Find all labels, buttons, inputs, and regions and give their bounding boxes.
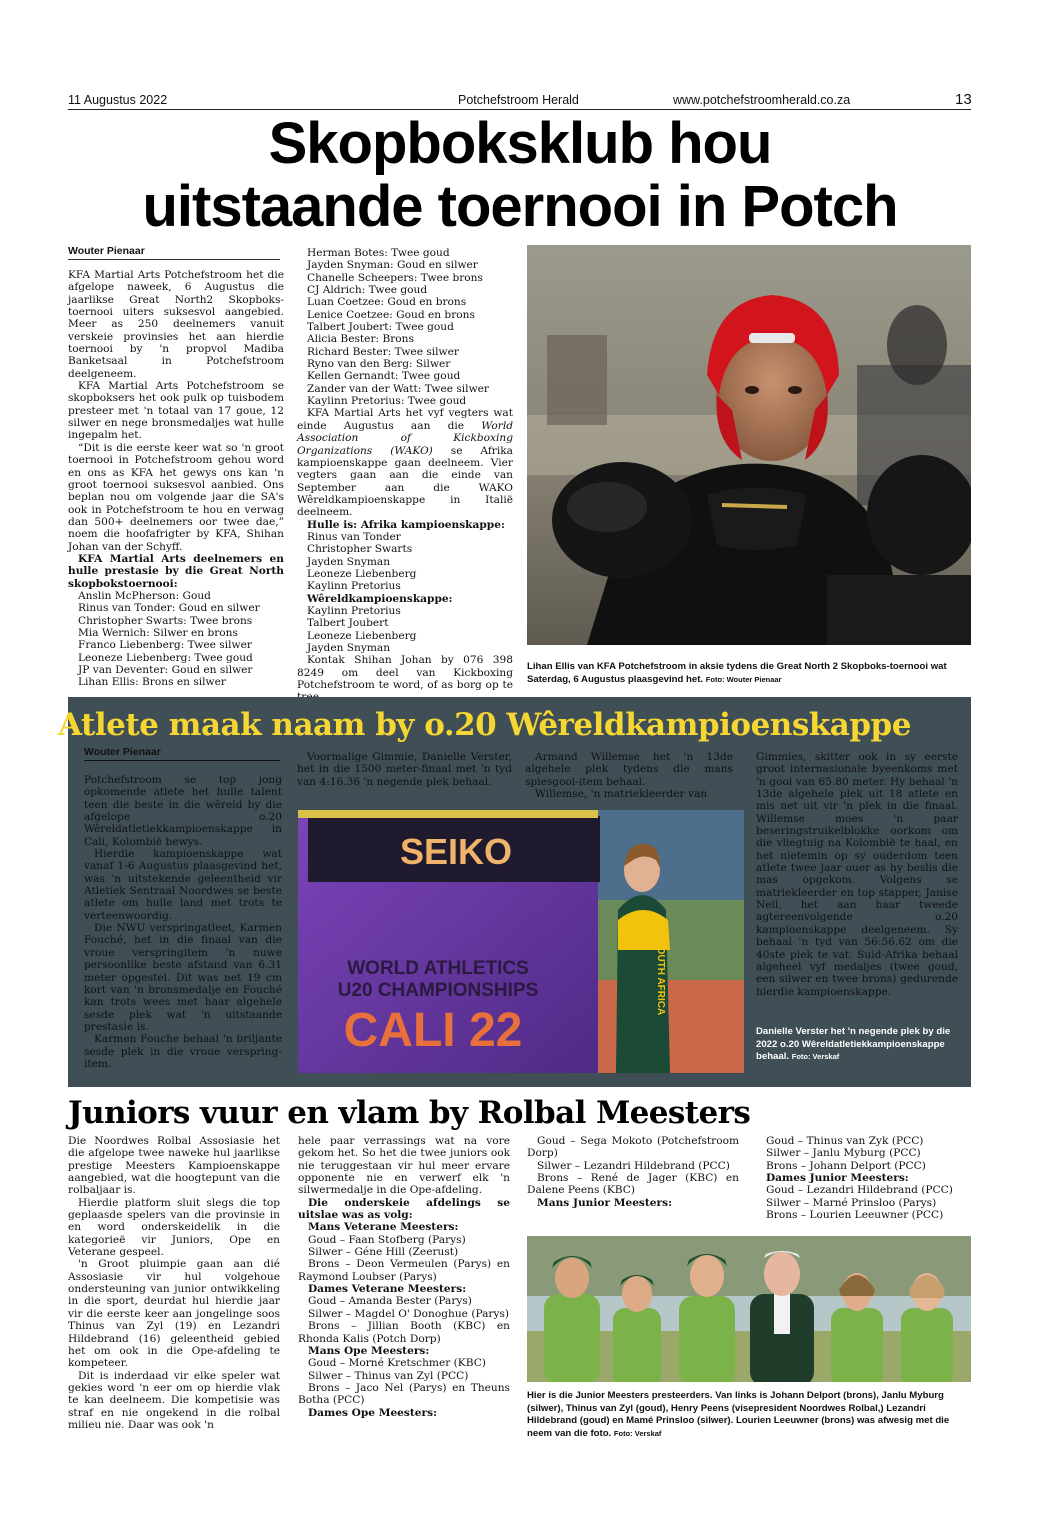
result-line: Brons – Jillian Booth (KBC) en Rhonda Kalis (Potch Dorp) [298,1320,510,1345]
paragraph: Willemse, 'n matriekleerder van [535,788,708,801]
paragraph: Dit is inderdaad vir elke speler wat gekies word 'n eer om op hierdie vlak te kan deelneem. Die kompetisie was straf en nie ongekend in die rolbal milieu nie. Daar was ook 'n [68,1369,280,1431]
contact-paragraph: Kontak Shihan Johan by 076 398 8249 om deel van Kickboxing Potchefstroom te word, of as borg op te [297,654,513,692]
list-item: Jayden Snyman [307,555,391,568]
athlete-caption: Danielle Verster het 'n negende plek by die 2022 o.20 Wêreldatletiekkampioenskappe behaal. Foto: Verskaf [756,1026,951,1062]
list-item: Kaylinn Pretorius [307,604,401,617]
africa-heading: Hulle is: Afrika kampioenskappe: [307,518,505,531]
result-line: Silwer – Lezandri Hildebrand (PCC) [537,1159,730,1172]
list-item: Leoneze Liebenberg [307,629,417,642]
list-item: Chanelle Scheepers: Twee brons [307,271,483,284]
result-line: Brons – Lourien Leeuwner (PCC) [766,1209,944,1222]
article1-headline [60,112,980,238]
list-item: Lenice Coetzee: Goud en brons [307,308,475,321]
article3-column-2 [298,1135,510,1419]
result-line: Goud – Amanda Bester (Parys) [308,1295,472,1308]
article2-byline: Wouter Pienaar [84,746,280,761]
article3-column-1 [68,1135,280,1431]
list-item: Christopher Swarts [307,543,413,556]
article1-column-2 [297,247,513,704]
list-item: Rinus van Tonder [307,530,401,543]
result-line: Goud – Sega Mokoto (Potchefstroom Dorp) [527,1135,739,1160]
paragraph: hele paar verrassings wat na vore gekom het. So het die twee juniors ook nie teruggestaan vir hul meer ervare opponente nie en verwerf elk 'n silwermedalje in die Ope-afdeling. [298,1135,510,1197]
list-item: Talbert Joubert [307,617,389,630]
list-item: JP van Deventer: Goud en silwer [78,664,253,676]
list-item: Kellen Gernandt: Twee goud [307,370,461,383]
list-item: Jayden Snyman [307,642,391,654]
category-heading: Dames Ope Meesters: [308,1406,437,1419]
kickboxing-caption: Lihan Ellis van KFA Potchefstroom in aksie tydens die Great North 2 Skopboks-toernooi wat Saterdag, 6 Augustus plaasgevind het. Foto: Wouter Pienaar [527,661,947,685]
list-item: Ryno van den Berg: Silwer [307,358,451,371]
article1-byline: Wouter Pienaar [68,245,280,260]
list-item: Kaylinn Pretorius [307,580,401,593]
list-item: Lihan Ellis: Brons en silwer [78,676,226,689]
paragraph: Hierdie kampioenskappe wat vanaf 1-6 Augustus plaasgevind het, was 'n uitstekende geleentheid vir Atletiek Sentraal Noordwes se beste atlete om hulle land met trots te verteenwoordig. [84,848,282,922]
category-heading: Dames Junior Meesters: [766,1172,909,1185]
bowls-team-illustration [527,1236,971,1382]
result-line: Brons – René de Jager (KBC) en Dalene Peens (KBC) [527,1172,739,1197]
list-item: Mia Wernich: Silwer en brons [78,626,238,639]
paragraph: KFA Martial Arts Potchefstroom se skopboksers het ook pulk op tuisbodem presteer met 'n totaal van 17 goue, 12 silwer en nege bronsmedaljes wat hulle ingepalm het. [68,380,284,442]
list-item: Herman Botes: Twee goud [307,247,450,259]
list-item: CJ Aldrich: Twee goud [307,284,428,297]
sign-line-1: WORLD ATHLETICS [347,958,529,979]
results-heading: Die onderskeie afdelings se uitslae was as volg: [298,1196,510,1222]
result-line: Brons – Jaco Nel (Parys) en Theuns Botha (PCC) [298,1381,510,1407]
paragraph: “Dit is die eerste keer wat so 'n groot toernooi in Potchefstroom gehou word en ons as KFA het gewys ons kan 'n groot toernooi suksesvol aanbied. Ons beplan nou om volgende jaar die SA's ook in Potchefstroom te hou en verwag dan 500+ deelnemers oor twee dae,” noem die hoofafrigter by KFA, Shihan Johan van der Schyff. [68,441,284,553]
kickboxer-illustration [527,245,971,645]
list-item: Richard Bester: Twee silwer [307,345,459,358]
sign-line-3: CALI 22 [343,1004,523,1057]
paragraph: Voormalige Gimmie, Danielle Verster, het in die 1500 meter-finaal met 'n tyd van 4:16.36 'n negende plek behaal. [297,751,512,788]
page-number: 13 [955,91,972,108]
list-item: Talbert Joubert: Twee goud [307,321,454,334]
article3-column-4 [756,1135,968,1221]
paragraph: KFA Martial Arts het vyf vegters wat einde Augustus aan die World Association of Kickboxing Organizations (WAKO) se Afrika kampioenskappe gaan deelneem. Vier vegters gaan aan die einde van September aan die WAKO Wêreldkampioenskappe in Italië deelneem. [297,407,513,519]
headline-line-1: Skopboksklub hou [268,111,772,176]
paragraph: Karmen Fouche behaal 'n briljante sesde plek in die vroue verspring-item. [84,1033,282,1070]
result-line: Silwer – Magdel O' Donoghue (Parys) [308,1307,510,1320]
article1-column-1 [68,269,284,689]
category-heading: Mans Ope Meesters: [308,1344,430,1357]
result-line: Goud – Morné Kretschmer (KBC) [308,1357,486,1370]
list-item: Rinus van Tonder: Goud en silwer [78,602,260,615]
article3-headline: Juniors vuur en vlam by Rolbal Meesters [68,1095,751,1131]
category-heading: Dames Veterane Meesters: [308,1283,467,1296]
article2-column-3 [525,751,733,800]
website-link[interactable]: www.potchefstroomherald.co.za [673,93,851,107]
list-item: Alicia Bester: Brons [307,333,414,346]
paragraph: Die NWU verspringatleet, Karmen Fouché, het in die finaal van die vroue verspringitem 'n nuwe persoonlike beste afstand van 6.31 meter opgestel. Dit was net 19 cm kort van 'n bronsmedalje en Fouché kan trots wees met haar algehele sesde plek wat 'n uitstaande prestasie is. [84,922,282,1033]
result-line: Silwer – Thinus van Zyl (PCC) [308,1369,469,1382]
seiko-banner: SEIKO [399,831,513,872]
photo-credit: Foto: Verskaf [613,1428,662,1438]
list-item: Jayden Snyman: Goud en silwer [307,259,478,272]
issue-date: 11 Augustus 2022 [68,93,168,107]
result-line: Silwer – Marné Prinsloo (Parys) [766,1196,937,1209]
list-item: Kaylinn Pretorius: Twee goud [307,395,467,408]
photo-credit: Foto: Verskaf [791,1052,840,1061]
article2-column-2 [297,751,512,788]
bowls-team-photo [527,1236,971,1382]
result-line: Silwer – Géne Hill (Zeerust) [308,1246,459,1259]
list-item: Anslin McPherson: Goud [78,589,211,602]
paragraph: Gimmies, skitter ook in sy eerste groot internasionale byeenkoms met 'n gooi van 65.80 meter. Hy behaal 'n 13de algehele plek uit 18 atlete en mis net uit vir 'n plek in die finaal. Willemse moes 'n paar beseringstruikelblokke oorkom om die vliegtuig na Kolombië te haal, en het nietemin op sy ouderdom teen atlete twee jaar ouer as hy beslis die mas opgekom. Volgens se matriekleerder en top stapper, Janise Nell, het aan haar tweede agtereenvolgende o.20 kampioenskappe deelgeneem. Sy behaal 'n tyd van 56:56.62 om die 40ste plek te vat. Suid-Afrika behaal algeheel vyf medaljes (twee goud, een silwer en twee brons) gedurende hierdie kampioenskappe. [756,751,958,998]
sign-line-2: U20 CHAMPIONSHIPS [337,980,539,1001]
result-line: Brons – Deon Vermeulen (Parys) en Raymond Loubser (Parys) [298,1258,510,1283]
organization-name: World Association of Kickboxing Organizations (WAKO) [297,419,513,457]
list-item: Christopher Swarts: Twee brons [78,614,253,627]
paragraph: Potchefstroom se top jong opkomende atlete het hulle talent teen die beste in die wêreld by die afgelope o.20 Wêreldatletiekkampioenskappe in Cali, Kolombië bewys. [84,774,282,848]
headline-line-2: uitstaande toernooi in Potch [142,174,898,239]
athlete-photo [298,810,744,1073]
bowls-caption: Hier is die Junior Meesters presteerders. Van links is Johann Delport (brons), Janlu Myburg (silwer), Thinus van Zyl (goud), Henry Peens (visepresident Noordwes Rolbal,) Lezandri Hildebrand (goud) en Mamé Prinsloo (silwer). Lourien Leeuwner (brons) was afwesig met die neem van die foto. Foto: Verskaf [527,1390,950,1439]
paragraph: Hierdie platform sluit slegs die top geplaasde spelers van die provinsie in en word onderskeidelik in die kategorieë vir Juniors, Ope en Veterane gespeel. [68,1196,280,1259]
article2-column-4 [756,751,958,998]
result-line: Goud – Thinus van Zyk (PCC) [766,1135,924,1147]
results-heading: KFA Martial Arts deelnemers en hulle prestasie by die Great North skopbokstoernooi: [68,552,284,590]
article2-headline: Atlete maak naam by o.20 Wêreldkampioenskappe [58,707,911,743]
article2-column-1 [84,774,282,1070]
list-item: Zander van der Watt: Twee silwer [307,382,489,395]
list-item: Franco Liebenberg: Twee silwer [78,639,252,652]
world-heading: Wêreldkampioenskappe: [307,592,453,605]
result-line: Brons – Johann Delport (PCC) [766,1159,926,1172]
paragraph: Die Noordwes Rolbal Assosiasie het die afgelope twee naweke hul jaarlikse prestige Meesters Kampioenskappe aangebied, wat die hoogtepunt van die rolbaljaar is. [68,1135,280,1197]
list-item: Luan Coetzee: Goud en brons [307,296,467,309]
athlete-illustration [298,810,744,1073]
paragraph: 'n Groot pluimpie gaan aan dié Assosiasie vir hul volgehoue ondersteuning van junior ontwikkeling in die sport, deurdat hul hierdie jaar vir die eerste keer aan jongelinge soos Thinus van Zyl (19) en Lezandri Hildebrand (16) geleentheid gebied het om ook in die Ope-afdeling te kompeteer. [68,1258,280,1370]
article3-column-3 [527,1135,739,1209]
paragraph: Armand Willemse het 'n 13de algehele plek tydens die mans spiesgooi-item behaal. [525,751,733,788]
result-line: Goud – Faan Stofberg (Parys) [308,1233,466,1246]
category-heading: Mans Veterane Meesters: [308,1221,459,1234]
masthead-rule [68,109,971,110]
paragraph: KFA Martial Arts Potchefstroom het die afgelope naweek, 6 Augustus die jaarlikse Great North2 Skopboks-toernooi uiters suksesvol aangebied. Meer as 250 deelnemers vanuit verskeie provinsies het aan hierdie toernooi by 'n propvol Madiba Banketsaal in Potchefstroom deelgeneem. [68,269,284,380]
result-line: Silwer – Janlu Myburg (PCC) [766,1147,921,1160]
photo-credit: Foto: Wouter Pienaar [705,674,782,684]
category-heading: Mans Junior Meesters: [537,1196,672,1209]
list-item: Leoneze Liebenberg [307,567,417,580]
result-line: Goud – Lezandri Hildebrand (PCC) [766,1184,953,1197]
kickboxing-photo [527,245,971,645]
paper-name: Potchefstroom Herald [458,93,579,107]
shirt-lettering: SOUTH AFRICA [655,940,666,1016]
list-item: Leoneze Liebenberg: Twee goud [78,651,253,664]
